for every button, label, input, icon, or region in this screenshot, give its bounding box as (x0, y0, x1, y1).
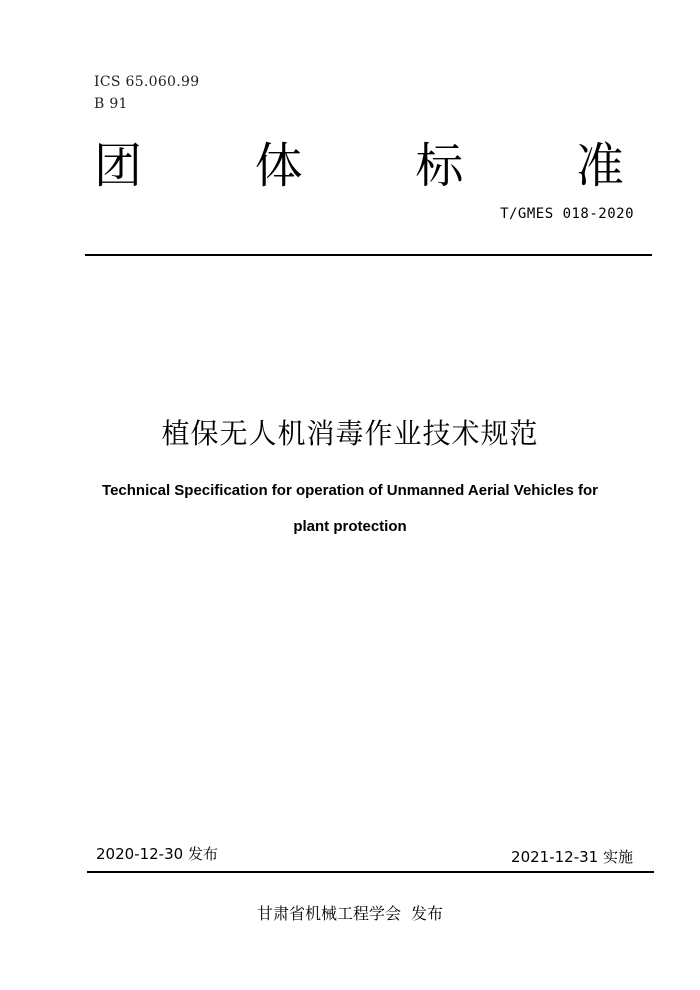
publisher-action: 发布 (411, 904, 444, 923)
english-title-line-1: Technical Specification for operation of Unmanned Aerial Vehicles for (102, 482, 598, 499)
publisher-line (0, 901, 700, 924)
standard-type-char-4: 准 (575, 137, 624, 194)
publisher-name: 甘肃省机械工程学会 (256, 904, 401, 923)
standard-type-char-1: 团 (94, 137, 143, 194)
standard-type-char-3: 标 (415, 137, 464, 194)
chinese-title: 植保无人机消毒作业技术规范 (161, 417, 539, 450)
classification-codes (94, 71, 199, 115)
issue-date: 2020-12-30 发布 (96, 845, 218, 863)
document-number: T/GMES 018-2020 (500, 206, 634, 222)
standard-type-heading (94, 130, 624, 192)
ccs-code: B 91 (94, 96, 128, 112)
header-divider (85, 254, 652, 256)
ics-code: ICS 65.060.99 (94, 74, 200, 90)
footer-divider (87, 871, 654, 873)
implementation-date: 2021-12-31 实施 (511, 848, 633, 866)
standard-type-char-2: 体 (254, 137, 303, 194)
english-title-line-2: plant protection (293, 518, 407, 535)
